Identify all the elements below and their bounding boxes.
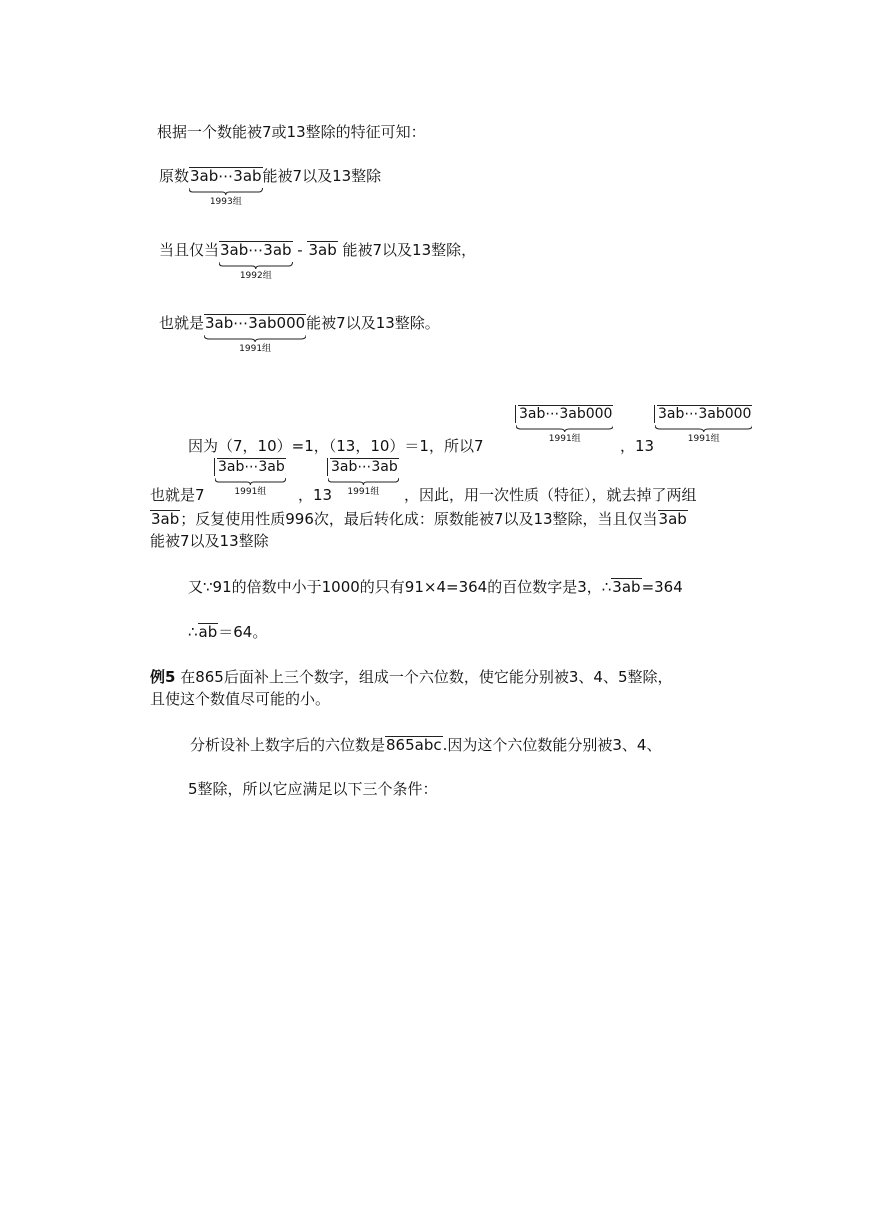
underbrace-icon xyxy=(516,425,613,432)
divisible-text: 能被7以及13整除 xyxy=(150,532,269,550)
brace-label: 1991组 xyxy=(234,487,267,497)
analysis-text: 分析设补上数字后的六位数是 xyxy=(190,736,386,754)
overlined-number: 3ab⋯3ab000 xyxy=(658,406,752,422)
text-prefix: 也就是 xyxy=(159,314,205,332)
paragraph-analysis xyxy=(190,735,661,755)
text-suffix: =364 xyxy=(641,578,683,596)
because-text: 因为（7，10）=1，（13，10）＝1，所以7 xyxy=(188,437,484,455)
text-prefix: 原数 xyxy=(159,167,190,185)
underbrace-icon xyxy=(655,425,752,432)
underbrace-icon xyxy=(215,478,286,485)
example-5-line2 xyxy=(150,689,330,709)
paragraph-so-13 xyxy=(298,485,332,505)
divisor-number-a xyxy=(515,405,613,444)
underbrace-icon xyxy=(219,262,293,269)
comma-13: ，13 xyxy=(620,437,655,455)
overlined-number: 3ab⋯3ab xyxy=(220,241,292,259)
text-suffix: ＝64。 xyxy=(218,623,268,641)
conditions-text: 5整除，所以它应满足以下三个条件： xyxy=(188,780,438,798)
paragraph-so xyxy=(150,485,205,505)
overlined-number: 3ab xyxy=(308,241,337,259)
overlined-number: 3ab xyxy=(658,510,687,528)
divisor-number-c xyxy=(214,458,286,497)
paragraph-that-is xyxy=(159,313,440,354)
example-label: 例5 xyxy=(150,668,176,686)
text-suffix: 能被7以及13整除， xyxy=(337,241,477,259)
intro-text: 根据一个数能被7或13整除的特征可知： xyxy=(157,123,426,141)
text-prefix: 当且仅当 xyxy=(159,241,220,259)
paragraph-result xyxy=(188,622,267,642)
brace-label: 1991组 xyxy=(239,344,272,354)
paragraph-because xyxy=(188,436,484,456)
paragraph-repeat xyxy=(150,509,688,529)
underbrace-icon xyxy=(328,478,399,485)
overlined-number: 3ab⋯3ab000 xyxy=(519,406,613,422)
overlined-number-with-brace xyxy=(204,313,306,354)
paragraph-intro xyxy=(157,122,426,142)
brace-label: 1993组 xyxy=(209,197,242,207)
repeat-text: ；反复使用性质996次，最后转化成：原数能被7以及13整除，当且仅当 xyxy=(180,510,658,528)
text-suffix: ，因此，用一次性质（特征），就去掉了两组 xyxy=(404,486,697,504)
overlined-number: 3ab xyxy=(151,510,180,528)
paragraph-because-13 xyxy=(620,436,654,456)
comma-13: ，13 xyxy=(298,486,333,504)
paragraph-original-number xyxy=(159,166,382,207)
divisor-number-d xyxy=(327,458,399,497)
overlined-number-with-brace xyxy=(219,240,293,281)
paragraph-so-rest xyxy=(404,485,697,505)
underbrace-icon xyxy=(189,188,263,195)
text-suffix: 能被7以及13整除。 xyxy=(306,314,440,332)
overlined-number: 3ab⋯3ab xyxy=(218,459,285,475)
brace-label: 1991组 xyxy=(548,434,581,444)
text-suffix: 能被7以及13整除 xyxy=(262,167,382,185)
divisor-number-b xyxy=(654,405,752,444)
brace-label: 1991组 xyxy=(347,487,380,497)
paragraph-divisible xyxy=(150,531,269,551)
paragraph-iff xyxy=(159,240,477,281)
example-text: 在865后面补上三个数字，组成一个六位数，使它能分别被3、4、5整除， xyxy=(180,668,673,686)
example-text-cont: 且使这个数值尽可能的小。 xyxy=(150,690,331,708)
overlined-number: 3ab⋯3ab xyxy=(331,459,398,475)
therefore-symbol: ∴ xyxy=(188,623,198,641)
underbrace-icon xyxy=(204,335,306,342)
overlined-number: 3ab xyxy=(612,578,641,596)
overlined-number: 865abc xyxy=(386,736,442,754)
brace-label: 1991组 xyxy=(687,434,720,444)
text-suffix: .因为这个六位数能分别被3、4、 xyxy=(442,736,662,754)
text-prefix: 也就是7 xyxy=(150,486,205,504)
example-5-heading xyxy=(150,667,672,687)
paragraph-conditions xyxy=(188,779,438,799)
brace-label: 1992组 xyxy=(239,271,272,281)
overlined-number: 3ab⋯3ab xyxy=(190,167,262,185)
overlined-number: 3ab⋯3ab000 xyxy=(205,314,306,332)
paragraph-multiples xyxy=(188,577,683,597)
multiples-text: 又∵91的倍数中小于1000的只有91×4=364的百位数字是3，∴ xyxy=(188,578,612,596)
minus-sign: - xyxy=(292,241,308,259)
overlined-number: ab xyxy=(198,623,218,641)
overlined-number-with-brace xyxy=(189,166,263,207)
